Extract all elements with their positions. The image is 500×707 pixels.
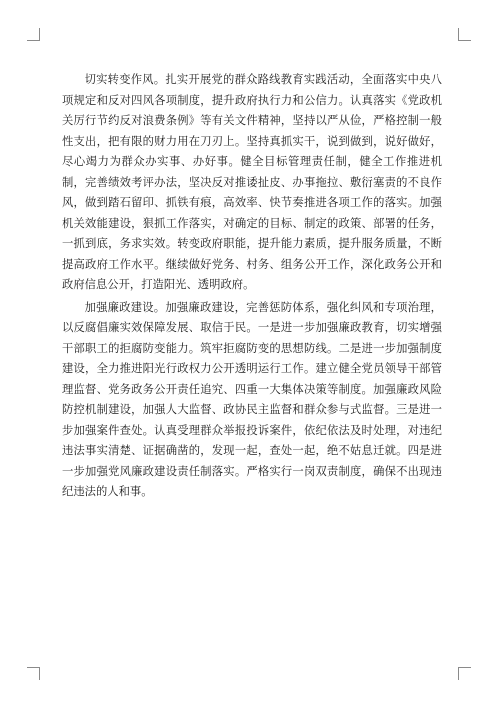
crop-mark-top-left	[27, 28, 40, 41]
paragraph-integrity-building: 加强廉政建设。加强廉政建设，完善惩防体系，强化纠风和专项治理，以反腐倡廉实效保障发展、取信于民。一是进一步加强廉政教育，切实增强干部职工的拒腐防变能力。筑牢拒腐防变的思想防线。二是进一步加强制度建设，全力推进阳光行政权力公开透明运行工作。建立健全党员领导干部管理监督、党务政务公开责任追究、四重一大集体决策等制度。加强廉政风险防控机制建设，加强人大监督、政协民主监督和群众参与式监督。三是进一步加强案件查处。认真受理群众举报投诉案件，依纪依法及时处理，对违纪违法事实清楚、证据确凿的，发现一起，查处一起，绝不姑息迁就。四是进一步加强党风廉政建设责任制落实。严格实行一岗双责制度，确保不出现违纪违法的人和事。	[62, 300, 442, 498]
document-body	[62, 70, 442, 505]
paragraph-style-transformation: 切实转变作风。扎实开展党的群众路线教育实践活动，全面落实中央八项规定和反对四风各项制度，提升政府执行力和公信力。认真落实《党政机关厉行节约反对浪费条例》等有关文件精神，坚持以严从俭，严格控制一般性支出，把有限的财力用在刀刃上。坚持真抓实干，说到做到，说好做好，尽心竭力为群众办实事、办好事。健全目标管理责任制，健全工作推进机制，完善绩效考评办法，坚决反对推诿扯皮、办事拖拉、敷衍塞责的不良作风，做到踏石留印、抓铁有痕，高效率、快节奏推进各项工作的落实。加强机关效能建设，狠抓工作落实，对确定的目标、制定的政策、部署的任务，一抓到底，务求实效。转变政府职能，提升能力素质，提升服务质量，不断提高政府工作水平。继续做好党务、村务、组务公开工作，深化政务公开和政府信息公开，打造阳光、透明政府。	[62, 73, 442, 291]
crop-mark-top-right	[458, 28, 471, 41]
crop-mark-bottom-left	[27, 667, 40, 680]
crop-mark-bottom-right	[458, 667, 471, 680]
